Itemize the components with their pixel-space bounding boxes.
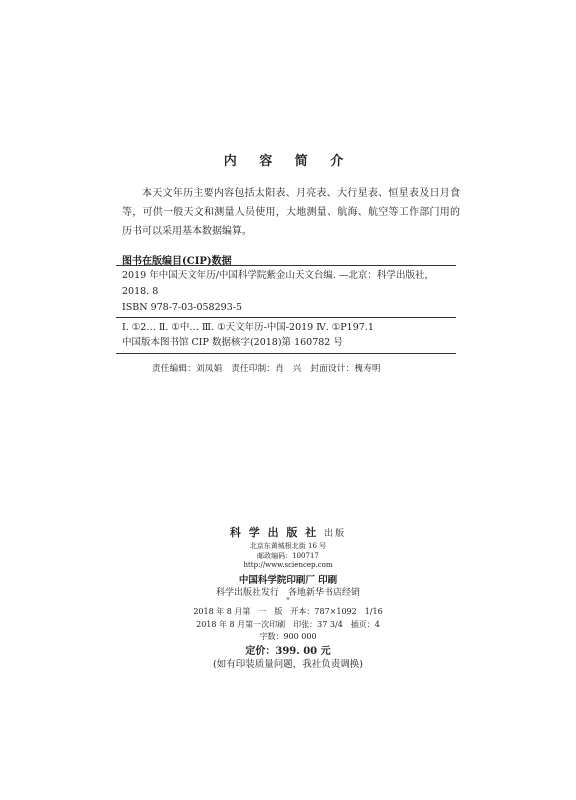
word-count: 字数：900 000	[259, 632, 317, 641]
publisher-line	[0, 524, 576, 540]
summary-paragraph: 本天文年历主要内容包括太阳表、月亮表、大行星表、恒星表及日月食等，可供一般天文和测量人员使用，大地测量、航海、航空等工作部门用的历书可以采用基本数据编算。	[122, 188, 460, 237]
edition-line: 2018 年 8 月第 一 版 开本：787×1092 1/16	[193, 607, 383, 616]
cip-top-rule	[116, 265, 456, 266]
publisher-address: 北京东黄城根北街 16 号	[249, 542, 327, 550]
page-title: 内 容 简 介	[223, 154, 353, 169]
publisher-postcode: 邮政编码：100717	[257, 552, 319, 560]
cip-library-record: 中国版本图书馆 CIP 数据核字(2018)第 160782 号	[122, 337, 343, 348]
editors-line: 责任编辑：刘凤娟 责任印制：肖 兴 封面设计：槐寿明	[152, 364, 381, 374]
cip-mid-rule	[116, 317, 456, 318]
cip-bottom-rule	[116, 353, 456, 354]
cip-title-line: 2019 年中国天文年历/中国科学院紫金山天文台编. —北京：科学出版社，2018. 8	[122, 270, 434, 297]
publisher-name: 科 学 出 版 社	[229, 526, 319, 539]
printing-line: 2018 年 8 月第一次印刷 印张：37 3/4 插页：4	[196, 620, 380, 629]
publish-word: 出版	[324, 529, 347, 539]
separator-star: *	[286, 597, 290, 604]
content-summary	[122, 184, 460, 241]
cip-classification: Ⅰ. ①2… Ⅱ. ①中… Ⅲ. ①天文年历-中国-2019 Ⅳ. ①P197.1	[122, 322, 374, 333]
publisher-website: http://www.sciencep.com	[243, 561, 333, 569]
cip-isbn: ISBN 978-7-03-058293-5	[122, 302, 242, 313]
quality-notice: (如有印装质量问题，我社负责调换)	[213, 659, 363, 670]
distribution-line: 科学出版社发行 各地新华书店经销	[215, 588, 360, 598]
printer-line: 中国科学院印刷厂 印刷	[238, 575, 338, 586]
price-line: 定价：399. 00 元	[245, 646, 331, 657]
cip-heading: 图书在版编目(CIP)数据	[122, 256, 232, 267]
